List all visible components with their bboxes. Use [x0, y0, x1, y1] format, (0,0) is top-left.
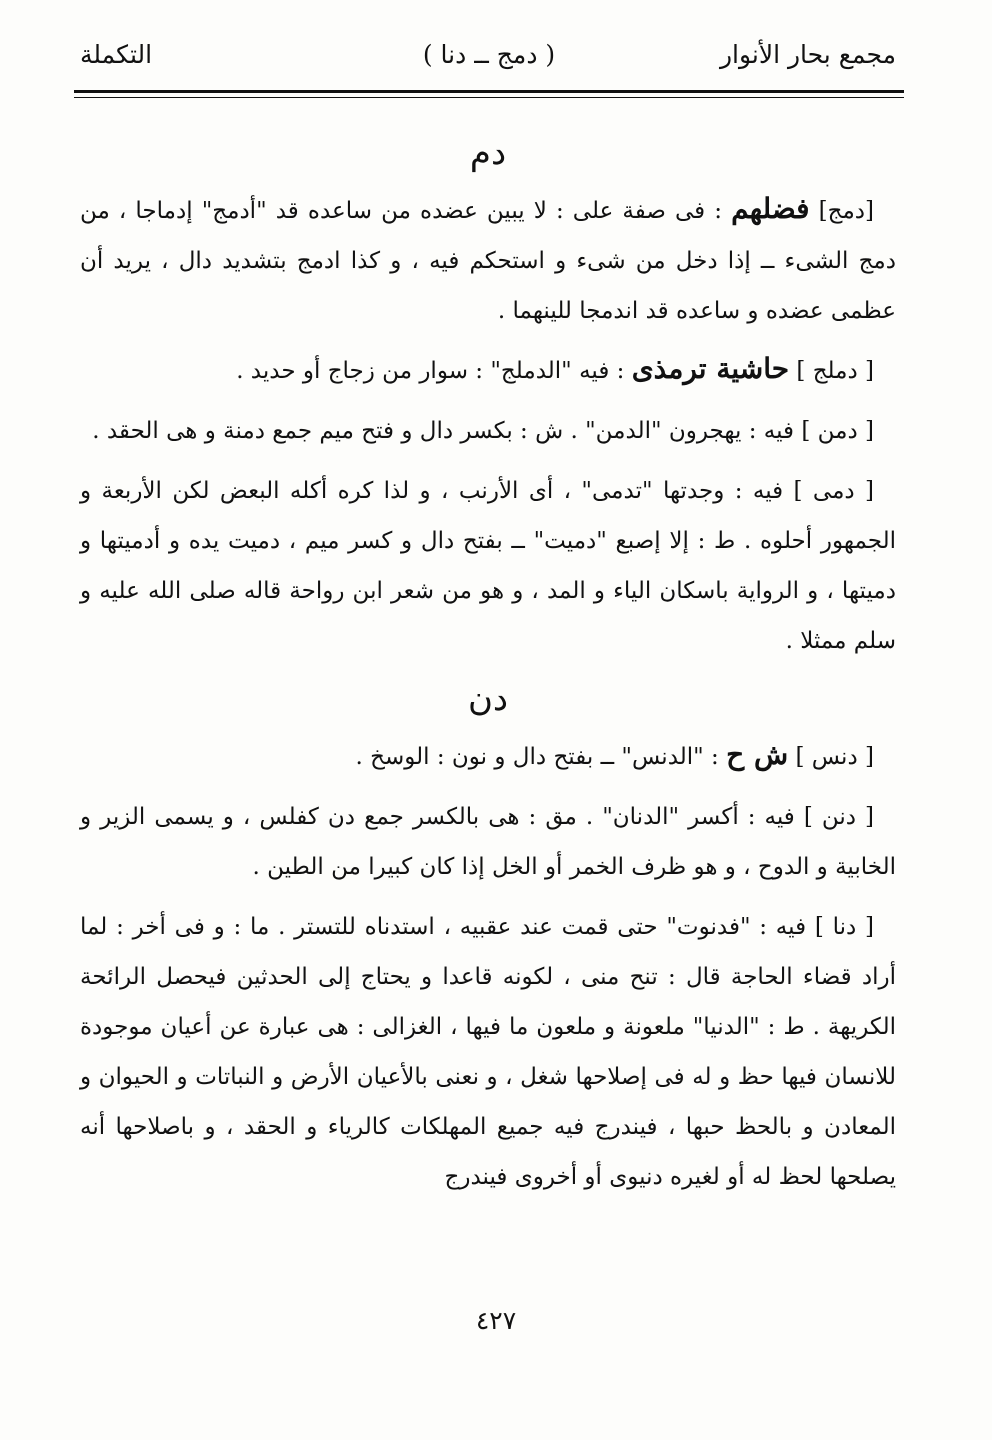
- entry-source: حاشية ترمذى: [631, 352, 790, 385]
- entry-paragraph: [80, 730, 896, 782]
- entry-paragraph: [80, 464, 896, 666]
- header-entry-range: ( دمج ــ دنا ): [422, 40, 556, 69]
- entry-term: [ دنا ]: [814, 914, 874, 940]
- entry-text: فيه : "فدنوت" حتى قمت عند عقبيه ، استدناه للتستر . ما : و فى أخر : لما أراد قضاء الحاجة قال : تنح منى ، لكونه قاعدا و يحتاج إلى الحدثين فيحصل الرائحة الكريهة . ط : "الدنيا" ملعونة و ملعون ما فيها ، الغزالى : هى عبارة عن أعيان موجودة للانسان فيها حظ و له فى إصلاحها شغل ، و نعنى بالأعيان الأرض و النباتات و الحيوان و المعادن و بالحظ حبها ، فيندرج فيه جميع المهلكات كالرياء و الحقد ، و باصلاحها أنه يصلحها لحظ له أو لغيره دنيوى أو أخروى فيندرج: [80, 914, 896, 1190]
- entry-term: [ دملج ]: [796, 358, 874, 384]
- main-text: [80, 120, 896, 1210]
- entry-term: [ دمن ]: [801, 418, 874, 444]
- entry-paragraph: [80, 790, 896, 892]
- entry-text: : فيه "الدملج" : سوار من زجاج أو حديد .: [236, 358, 625, 384]
- header-book-title: مجمع بحار الأنوار: [719, 40, 896, 69]
- entry-term: [ دمى ]: [793, 478, 875, 504]
- entry-paragraph: [80, 344, 896, 396]
- section-heading: دن: [467, 679, 509, 719]
- entry-text: : "الدنس" ــ بفتح دال و نون : الوسخ .: [355, 744, 719, 770]
- entry-paragraph: [80, 900, 896, 1202]
- entry-source: ش ح: [726, 738, 789, 771]
- entry-term: [ دنس ]: [795, 744, 874, 770]
- entry-term: [دمج]: [818, 198, 875, 224]
- running-header: [74, 38, 904, 84]
- header-section-name: التكملة: [80, 40, 153, 69]
- section-heading: دم: [469, 133, 507, 173]
- entry-paragraph: [80, 404, 896, 456]
- header-rule-thick: [74, 90, 904, 93]
- entry-text: فيه : وجدتها "تدمى" ، أى الأرنب ، و لذا كره أكله البعض لكن الأربعة و الجمهور أحلوه . ط : إلا إصبع "دميت" ــ بفتح دال و كسر ميم ، دميت يده و أدميتها و دميتها ، و الرواية باسكان الياء و المد ، و هو من شعر ابن رواحة قاله صلى الله عليه و سلم ممثلا .: [80, 478, 897, 654]
- entry-term: [ دنن ]: [803, 804, 874, 830]
- entry-source: فضلهم: [731, 192, 810, 225]
- entry-text: فيه : أكسر "الدنان" . مق : هى بالكسر جمع دن كفلس ، و يسمى الزير و الخابية و الدوح ، و هو ظرف الخمر أو الخل إذا كان كبيرا من الطين .: [80, 804, 896, 880]
- header-rule-thin: [74, 97, 904, 98]
- entry-text: : فى صفة على : لا يبين عضده من ساعده قد "أدمج" إدماجا ، من دمج الشىء ــ إذا دخل من شىء و استحكم فيه ، و كذا ادمج بتشديد دال ، يريد أن عظمى عضده و ساعده قد اندمجا للينهما .: [80, 198, 896, 324]
- entry-text: فيه : يهجرون "الدمن" . ش : بكسر دال و فتح ميم جمع دمنة و هى الحقد .: [92, 418, 795, 444]
- entry-paragraph: [80, 184, 896, 336]
- page-number: ٤٢٧: [475, 1306, 517, 1335]
